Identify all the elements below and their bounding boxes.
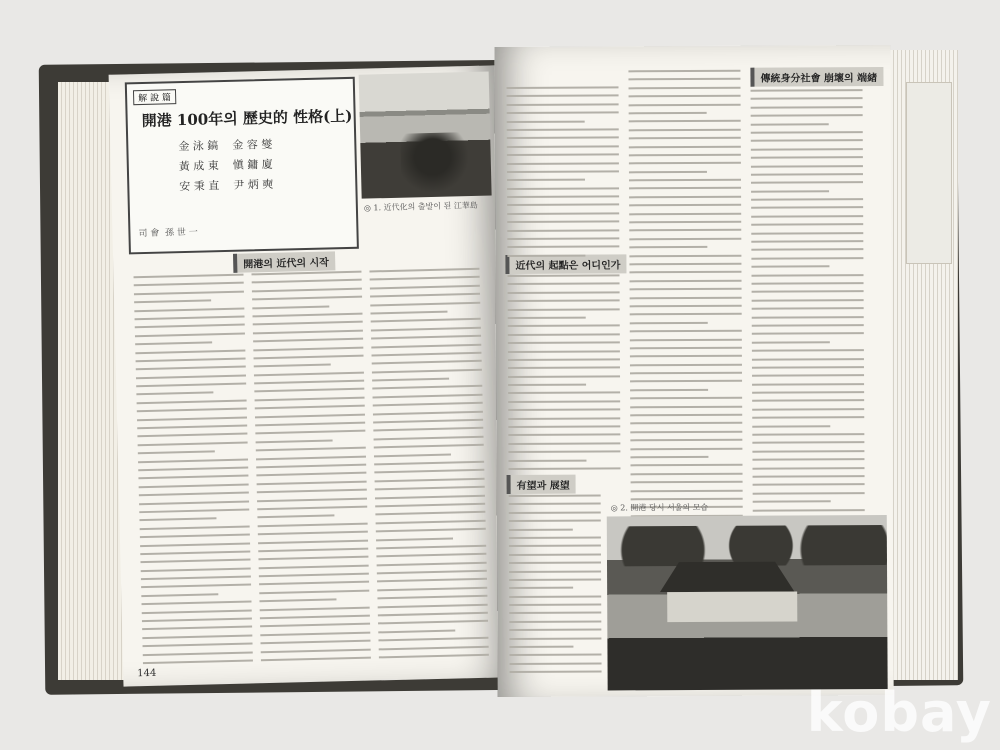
section-heading: 開港의 近代의 시작: [233, 251, 335, 272]
section-heading: 有望과 展望: [507, 475, 576, 494]
author-name: 金 容 燮: [232, 137, 273, 152]
text-column: [251, 271, 371, 668]
author-list: [178, 133, 349, 197]
photo-caption: ◎ 2. 開港 당시 서울의 모습: [610, 502, 709, 513]
left-page: [109, 65, 510, 686]
author-name: 愼 鏞 廈: [232, 157, 273, 172]
author-name: 金 泳 鎬: [178, 139, 219, 154]
page-number: 144: [137, 667, 157, 680]
text-column: [751, 89, 865, 518]
section-heading: 近代의 起點은 어디인가: [505, 254, 626, 274]
text-column: [509, 494, 602, 679]
text-column: [507, 86, 620, 263]
author-name: 尹 炳 奭: [233, 177, 274, 192]
photo-caption: ◎ 1. 近代化의 출발이 된 江華島: [363, 200, 478, 213]
paper-insert: [906, 82, 952, 264]
author-name: 安 秉 直: [179, 179, 220, 194]
village-photo: [607, 515, 888, 690]
text-column: [134, 274, 254, 671]
author-name: 黃 成 東: [178, 159, 219, 174]
text-column: [369, 268, 489, 665]
watermark-logo: kobay: [806, 681, 992, 744]
tree-line: [607, 525, 887, 566]
article-title: 開港 100年의 歷史的 性格(上): [141, 106, 353, 131]
section-heading: 傳統身分社會 崩壞의 端緖: [750, 67, 883, 87]
text-column: [507, 274, 620, 476]
right-page: [494, 45, 893, 697]
moderator-name: 孫 世 一: [164, 227, 198, 239]
building-wall: [667, 591, 797, 622]
moderator-line: [138, 225, 198, 239]
header-tag: 解 說 篇: [133, 89, 176, 105]
ganghwa-photo: [359, 72, 492, 199]
moderator-label: 司 會: [138, 228, 160, 240]
article-header-box: [125, 77, 359, 255]
